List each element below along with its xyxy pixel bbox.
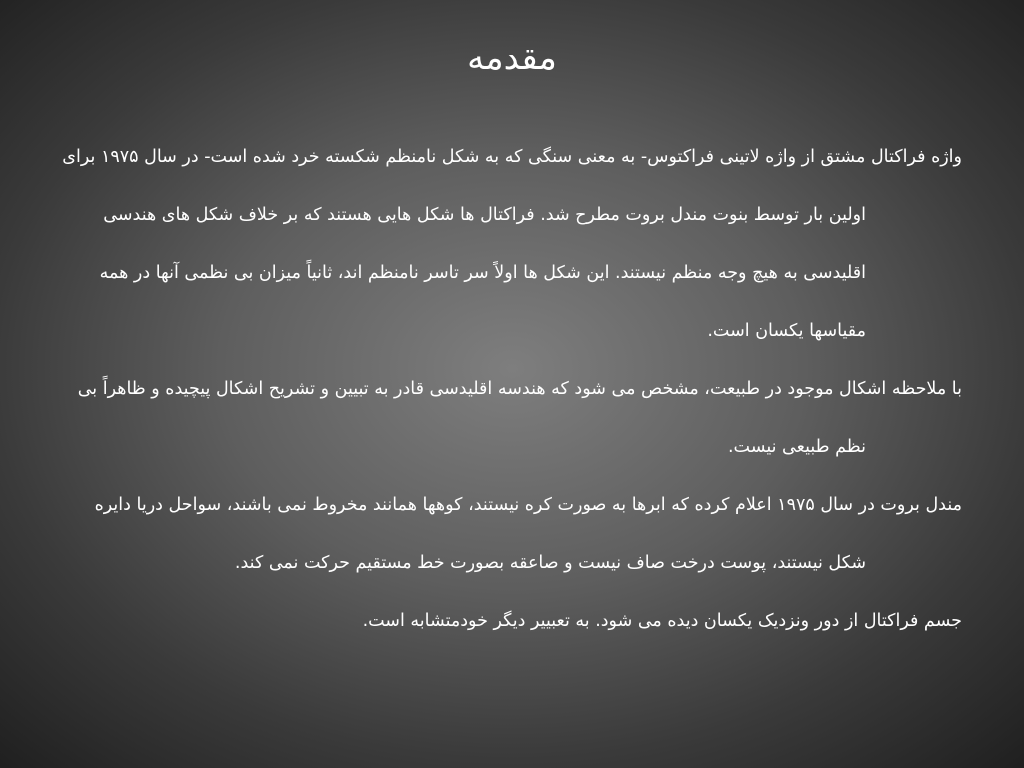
slide-body bbox=[58, 128, 962, 650]
paragraph-nature-shapes: با ملاحظه اشکال موجود در طبیعت، مشخص می شود که هندسه اقلیدسی قادر به تبیین و تشریح اشکال پیچیده و ظاهراً بی نظم طبیعی نیست. bbox=[77, 379, 962, 457]
paragraph-mandelbrot-examples: مندل بروت در سال ۱۹۷۵ اعلام کرده که ابرها به صورت کره نیستند، کوهها همانند مخروط نمی باشند، سواحل دریا دایره شکل نیستند، پوست درخت صاف نیست و صاعقه بصورت خط مستقیم حرکت نمی کند. bbox=[94, 495, 962, 573]
paragraph-self-similarity: جسم فراکتال از دور ونزدیک یکسان دیده می شود. به تعبییر دیگر خودمتشابه است. bbox=[362, 611, 962, 631]
slide-title: مقدمه bbox=[467, 38, 557, 78]
paragraph-fractal-definition: واژه فراکتال مشتق از واژه لاتینی فراکتوس- به معنی سنگی که به شکل نامنظم شکسته خرد شده است- در سال ۱۹۷۵ برای اولین بار توسط بنوت مندل بروت مطرح شد. فراکتال ها شکل هایی هستند که بر خلاف شکل های هندسی اقلیدسی به هیچ وجه منظم نیستند. این شکل ها اولاً سر تاسر نامنظم اند، ثانیاً میزان بی نظمی آنها در همه مقیاسها یکسان است. bbox=[62, 147, 962, 341]
